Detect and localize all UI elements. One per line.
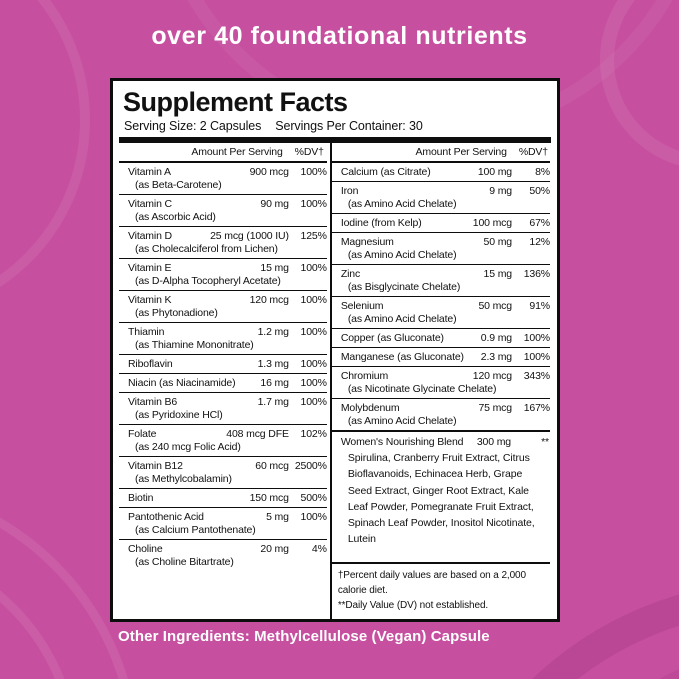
- left-rows: [119, 163, 327, 571]
- nutrient-amount: 50 mcg: [478, 300, 512, 312]
- nutrient-amount: 900 mcg: [249, 166, 289, 178]
- nutrient-amount: 5 mg: [266, 511, 289, 523]
- dv-header: %DV†: [294, 146, 324, 158]
- nutrient-row: [332, 297, 550, 329]
- nutrient-row: [332, 265, 550, 297]
- nutrient-dv: 100%: [300, 166, 327, 178]
- nutrient-row: [332, 214, 550, 233]
- nutrient-name: Vitamin K: [128, 294, 172, 306]
- nutrient-row: [119, 227, 327, 259]
- nutrient-row: [119, 195, 327, 227]
- nutrient-amount: 100 mcg: [472, 217, 512, 229]
- nutrient-amount: 100 mg: [477, 166, 512, 178]
- nutrient-name: Copper (as Gluconate): [340, 332, 444, 344]
- nutrient-amount: 2.3 mg: [480, 351, 512, 363]
- nutrient-amount: 16 mg: [260, 377, 289, 389]
- nutrient-row: [119, 259, 327, 291]
- nutrient-dv: 50%: [529, 185, 550, 197]
- amount-per-serving-header: Amount Per Serving: [191, 146, 283, 158]
- nutrient-row: [119, 393, 327, 425]
- nutrient-source: (as Calcium Pantothenate): [135, 524, 256, 536]
- nutrient-amount: 15 mg: [260, 262, 289, 274]
- nutrient-source: (as Cholecalciferol from Lichen): [135, 243, 278, 255]
- nutrient-amount: 1.3 mg: [257, 358, 289, 370]
- nutrient-row: [332, 182, 550, 214]
- decor-arc-bottom-left-inner: [0, 540, 80, 679]
- nutrient-source: (as Phytonadione): [135, 307, 218, 319]
- nutrient-name: Thiamin: [128, 326, 165, 338]
- nutrient-columns: [119, 143, 551, 619]
- nutrient-name: Folate: [128, 428, 157, 440]
- nutrient-row: [119, 291, 327, 323]
- nutrient-source: (as Nicotinate Glycinate Chelate): [347, 383, 497, 395]
- serving-size: Serving Size: 2 Capsules: [124, 119, 262, 133]
- footnote-dv-not-established: **Daily Value (DV) not established.: [337, 600, 489, 611]
- nutrient-name: Zinc: [340, 268, 361, 280]
- nutrient-name: Calcium (as Citrate): [340, 166, 431, 178]
- nutrient-amount: 15 mg: [483, 268, 512, 280]
- nutrient-source: (as Amino Acid Chelate): [347, 249, 457, 261]
- nutrient-row: [119, 425, 327, 457]
- nutrient-name: Selenium: [340, 300, 384, 312]
- blend-dv: **: [541, 436, 549, 448]
- right-column: [330, 143, 551, 619]
- nutrient-name: Vitamin B12: [128, 460, 183, 472]
- blend-amount: 300 mg: [476, 436, 511, 448]
- nutrient-source: (as 240 mcg Folic Acid): [135, 441, 241, 453]
- nutrient-dv: 100%: [300, 262, 327, 274]
- nutrient-row: [119, 457, 327, 489]
- nutrient-row: [332, 233, 550, 265]
- nutrient-source: (as D-Alpha Tocopheryl Acetate): [135, 275, 281, 287]
- nutrient-row: [119, 323, 327, 355]
- nutrient-amount: 0.9 mg: [480, 332, 512, 344]
- nutrient-dv: 100%: [300, 511, 327, 523]
- nutrient-name: Iron: [340, 185, 359, 197]
- nutrient-source: (as Amino Acid Chelate): [347, 198, 457, 210]
- nutrient-dv: 343%: [523, 370, 550, 382]
- left-column-header: [119, 143, 327, 163]
- nutrient-dv: 102%: [300, 428, 327, 440]
- nutrient-name: Vitamin C: [128, 198, 172, 210]
- nutrient-dv: 2500%: [294, 460, 327, 472]
- nutrient-name: Iodine (from Kelp): [340, 217, 422, 229]
- nutrient-row: [119, 540, 327, 571]
- decor-arc-bottom-right-inner: [500, 640, 679, 679]
- nutrient-amount: 25 mcg (1000 IU): [210, 230, 289, 242]
- nutrient-amount: 1.7 mg: [257, 396, 289, 408]
- nutrient-name: Niacin (as Niacinamide): [128, 377, 236, 389]
- nutrient-dv: 4%: [311, 543, 327, 555]
- nutrient-dv: 100%: [523, 332, 550, 344]
- nutrient-name: Riboflavin: [128, 358, 173, 370]
- servings-per-container: Servings Per Container: 30: [275, 119, 423, 133]
- supplement-facts-panel: [110, 78, 560, 622]
- nutrient-name: Magnesium: [340, 236, 394, 248]
- nutrient-dv: 12%: [529, 236, 550, 248]
- nutrient-dv: 136%: [523, 268, 550, 280]
- footnote-section: [332, 562, 550, 617]
- nutrient-amount: 9 mg: [489, 185, 512, 197]
- nutrient-row: [119, 489, 327, 508]
- nutrient-row: [119, 374, 327, 393]
- nutrient-name: Vitamin D: [128, 230, 172, 242]
- nutrient-amount: 50 mg: [483, 236, 512, 248]
- nutrient-amount: 120 mcg: [249, 294, 289, 306]
- nutrient-name: Vitamin A: [128, 166, 171, 178]
- nutrient-source: (as Bisglycinate Chelate): [347, 281, 461, 293]
- supplement-facts-title: Supplement Facts: [123, 87, 348, 117]
- proprietary-blend-section: [332, 430, 550, 552]
- nutrient-amount: 408 mcg DFE: [226, 428, 289, 440]
- other-ingredients-text: Other Ingredients: Methylcellulose (Vegan) Capsule: [118, 628, 490, 645]
- nutrient-dv: 167%: [523, 402, 550, 414]
- serving-info: [124, 119, 551, 133]
- nutrient-dv: 100%: [300, 396, 327, 408]
- nutrient-name: Vitamin B6: [128, 396, 178, 408]
- nutrient-name: Choline: [128, 543, 163, 555]
- nutrient-source: (as Amino Acid Chelate): [347, 415, 457, 427]
- nutrient-dv: 100%: [300, 326, 327, 338]
- nutrient-source: (as Pyridoxine HCl): [135, 409, 223, 421]
- left-column: [119, 143, 330, 619]
- nutrient-name: Pantothenic Acid: [128, 511, 204, 523]
- right-column-header: [332, 143, 550, 163]
- nutrient-row: [119, 355, 327, 374]
- nutrient-dv: 100%: [300, 198, 327, 210]
- nutrient-amount: 1.2 mg: [257, 326, 289, 338]
- nutrient-amount: 75 mcg: [478, 402, 512, 414]
- blend-name: Women's Nourishing Blend: [340, 436, 464, 448]
- nutrient-source: (as Amino Acid Chelate): [347, 313, 457, 325]
- nutrient-amount: 20 mg: [260, 543, 289, 555]
- nutrient-row: [119, 508, 327, 540]
- nutrient-amount: 150 mcg: [249, 492, 289, 504]
- nutrient-dv: 125%: [300, 230, 327, 242]
- nutrient-row: [332, 348, 550, 367]
- nutrient-source: (as Thiamine Mononitrate): [135, 339, 254, 351]
- nutrient-dv: 8%: [535, 166, 550, 178]
- page-heading: over 40 foundational nutrients: [151, 22, 528, 50]
- nutrient-amount: 90 mg: [260, 198, 289, 210]
- nutrient-name: Biotin: [128, 492, 154, 504]
- nutrient-dv: 500%: [300, 492, 327, 504]
- nutrient-dv: 100%: [523, 351, 550, 363]
- nutrient-dv: 100%: [300, 377, 327, 389]
- nutrient-source: (as Methylcobalamin): [135, 473, 232, 485]
- nutrient-row: [332, 329, 550, 348]
- nutrient-row: [119, 163, 327, 195]
- right-rows: [332, 163, 550, 430]
- nutrient-dv: 100%: [300, 294, 327, 306]
- blend-ingredients: Spirulina, Cranberry Fruit Extract, Citrus Bioflavanoids, Echinacea Herb, Grape Seed Extract, Ginger Root Extract, Kale Leaf Powder, Pomegranate Fruit Extract, Spinach Leaf Powder, Inositol Nicotinate, Lutein: [347, 452, 535, 546]
- nutrient-source: (as Choline Bitartrate): [135, 556, 234, 568]
- nutrient-amount: 60 mcg: [255, 460, 289, 472]
- nutrient-source: (as Ascorbic Acid): [135, 211, 216, 223]
- nutrient-name: Molybdenum: [340, 402, 400, 414]
- nutrient-row: [332, 163, 550, 182]
- nutrient-name: Chromium: [340, 370, 389, 382]
- nutrient-amount: 120 mcg: [472, 370, 512, 382]
- nutrient-name: Vitamin E: [128, 262, 172, 274]
- nutrient-row: [332, 399, 550, 430]
- dv-header: %DV†: [518, 146, 548, 158]
- nutrient-source: (as Beta-Carotene): [135, 179, 222, 191]
- nutrient-dv: 100%: [300, 358, 327, 370]
- nutrient-name: Manganese (as Gluconate): [340, 351, 464, 363]
- nutrient-dv: 67%: [529, 217, 550, 229]
- footnote-daily-value: †Percent daily values are based on a 2,000 calorie diet.: [337, 570, 526, 596]
- nutrient-dv: 91%: [529, 300, 550, 312]
- nutrient-row: [332, 367, 550, 399]
- amount-per-serving-header: Amount Per Serving: [415, 146, 507, 158]
